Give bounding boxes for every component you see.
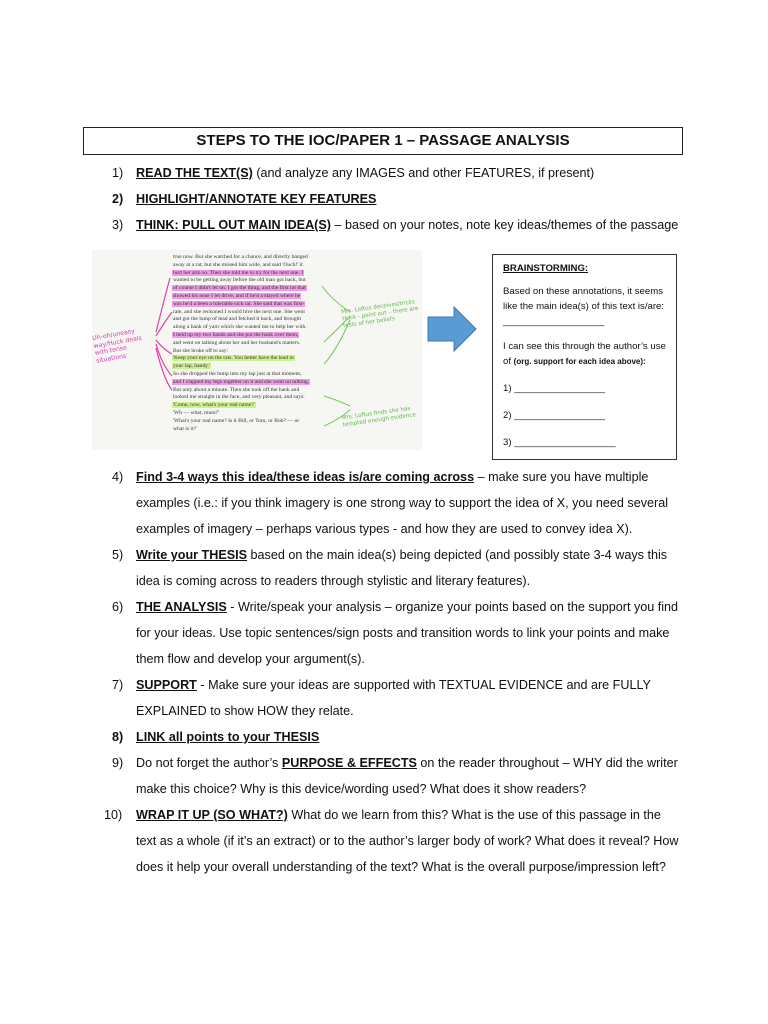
step-heading: Write your THESIS <box>136 548 248 562</box>
main-idea-prompt: Based on these annotations, it seems like the main idea(s) of this text is/are: ___________________ <box>503 286 665 327</box>
passage-line-text: 'Wh — what, mum?' <box>173 409 220 416</box>
blank-line-2: 2) _________________ <box>503 410 605 421</box>
passage-line-text: But she broke off to say: <box>173 347 229 354</box>
step-number: 4) <box>112 470 124 484</box>
step-number: 3) <box>112 218 124 232</box>
step-7 <box>112 672 682 724</box>
step-number: 5) <box>112 548 124 562</box>
passage-line-text: away at a rat; but she missed him wide, and said 'Ouch!' it <box>173 261 303 268</box>
step-heading: Find 3-4 ways this idea/these ideas is/are coming across <box>136 470 475 484</box>
passage-line <box>172 394 417 402</box>
step-6 <box>112 594 682 672</box>
passage-line-text: and went on talking about her and her husband's matters. <box>173 339 301 346</box>
passage-line-text: wanted to be getting away before the old man got back, but <box>173 277 306 284</box>
step-heading: THE ANALYSIS <box>136 600 227 614</box>
passage-line-text: So she dropped the lump into my lap just at that moment, <box>173 370 302 377</box>
step-5 <box>112 542 682 594</box>
step-4 <box>112 464 682 542</box>
green-annotation-1: Mrs. Loftus deceives/tricks Huck - point out – there are tests of her beliefs <box>340 299 419 330</box>
passage-line <box>172 285 417 293</box>
page-title: STEPS TO THE IOC/PAPER 1 – PASSAGE ANALYSIS <box>83 127 683 155</box>
step-text: (and analyze any IMAGES and other FEATURES, if present) <box>252 166 595 180</box>
passage-line-text: your lap, handy.' <box>173 363 210 370</box>
green-annotation-2: Mrs. Loftus finds she has tempted enough evidence <box>341 405 417 429</box>
step-number: 2) <box>112 192 124 206</box>
step-number: 10) <box>104 808 123 822</box>
step-text: – based on your notes, note key ideas/themes of the passage <box>330 218 679 232</box>
step-8 <box>112 724 682 750</box>
step-number: 6) <box>112 600 124 614</box>
step-heading: SUPPORT <box>136 678 197 692</box>
step-heading: READ THE TEXT(S) <box>136 166 253 180</box>
passage-line-text: showed his nose I let drive, and if he'd a stayed where he <box>173 292 301 299</box>
support-prompt-note: (org. support for each idea above): <box>513 357 646 366</box>
passage-line <box>172 402 417 410</box>
step-number: 8) <box>112 730 124 744</box>
pink-annotation: Uh-oh/uneasy way/Huck deals with tense situations <box>91 327 143 365</box>
passage-line <box>172 426 417 434</box>
passage-line-text: 'What's your real name? Is it Bill, or Tom, or Bob? — or <box>173 417 300 424</box>
passage-line <box>172 340 417 348</box>
right-arrow-icon <box>426 305 478 353</box>
passage-line-text: was he'd a been a tolerable sick rat. She said that was first- <box>173 300 305 307</box>
step-text: Do not forget the author’s <box>136 756 282 770</box>
step-text: – make sure you have multiple examples (i.e.: if you think imagery is one strong way to support the idea of X, you need several examples of imagery – perhaps various types - and how they are used to convey idea X). <box>136 470 669 536</box>
step-9 <box>112 750 682 802</box>
blank-line-3: 3) ___________________ <box>503 437 616 448</box>
step-10 <box>104 802 682 880</box>
passage-line-text: true now. But she watched for a chance, and directly banged <box>173 254 308 260</box>
passage-line <box>172 371 417 379</box>
step-text: based on the main idea(s) being depicted (and possibly state 3-4 ways this idea is coming across to readers through stylistic and literary features). <box>136 548 668 588</box>
step-number: 7) <box>112 678 124 692</box>
passage-line-text: of course I didn't let on. I got the thing, and the first rat that <box>173 285 306 292</box>
blank-line-1: 1) _________________ <box>503 383 605 394</box>
passage-line-text: along a hank of yarn which she wanted me to help her with. <box>173 324 307 331</box>
passage-line <box>172 254 417 262</box>
step-heading: PURPOSE & EFFECTS <box>281 756 417 770</box>
passage-text <box>172 254 417 433</box>
step-number: 1) <box>112 166 124 180</box>
brainstorming-box <box>492 254 677 460</box>
passage-line-text: rate, and she reckoned I would hive the next one. She went <box>173 308 305 315</box>
step-2 <box>112 186 682 212</box>
passage-line-text: 'Keep your eye on the rats. You better have the lead in <box>173 355 294 362</box>
step-heading: LINK all points to your THESIS <box>136 730 320 744</box>
passage-line <box>172 363 417 371</box>
step-heading: WRAP IT UP (SO WHAT?) <box>136 808 288 822</box>
passage-line-text: and got the lump of lead and fetched it back, and brought <box>173 316 301 323</box>
passage-line-text: I held up my two hands and she put the hank over them, <box>173 331 299 338</box>
passage-line-text: and I clapped my legs together on it and she went on talking. <box>173 378 310 385</box>
step-text: What do we learn from this? What is the use of this passage in the text as a whole (if it’s an extract) or to the author’s larger body of work? What does it reveal? How does it help your overall understanding of the text? What is the overall purpose/impression left? <box>136 808 679 874</box>
step-text: - Make sure your ideas are supported with TEXTUAL EVIDENCE and are FULLY EXPLAINED to show HOW they relate. <box>136 678 651 718</box>
passage-line-text: what is it?' <box>173 425 198 432</box>
passage-line-text: hurt her arm so. Then she told me to try for the next one. I <box>173 269 304 276</box>
step-number: 9) <box>112 756 124 770</box>
passage-line-text: looked me straight in the face, and very pleasant, and says: <box>173 394 305 401</box>
passage-line <box>172 348 417 356</box>
step-1 <box>112 160 682 186</box>
annotated-passage-image <box>92 250 422 450</box>
passage-line-text: But only about a minute. Then she took off the hank and <box>173 386 300 393</box>
passage-line <box>172 355 417 363</box>
passage-line <box>172 332 417 340</box>
step-text: - Write/speak your analysis – organize your points based on the support you find for your ideas. Use topic sentences/sign posts and transition words to link your points and make them flow and develop your argument(s). <box>136 600 679 666</box>
brainstorming-title: BRAINSTORMING: <box>503 263 589 274</box>
step-3 <box>112 212 682 238</box>
step-text: on the reader throughout – WHY did the writer make this choice? Why is this device/wording used? What does it show readers? <box>136 756 678 796</box>
support-prompt <box>503 339 666 369</box>
passage-line <box>172 293 417 301</box>
passage-line <box>172 262 417 270</box>
support-prompt-text: I can see this through the author’s use of <box>503 341 666 367</box>
step-heading: HIGHLIGHT/ANNOTATE KEY FEATURES <box>136 192 377 206</box>
passage-line <box>172 379 417 387</box>
passage-line <box>172 324 417 332</box>
step-heading: THINK: PULL OUT MAIN IDEA(S) <box>136 218 331 232</box>
passage-line-text: 'Come, now, what's your real name?' <box>173 402 255 409</box>
